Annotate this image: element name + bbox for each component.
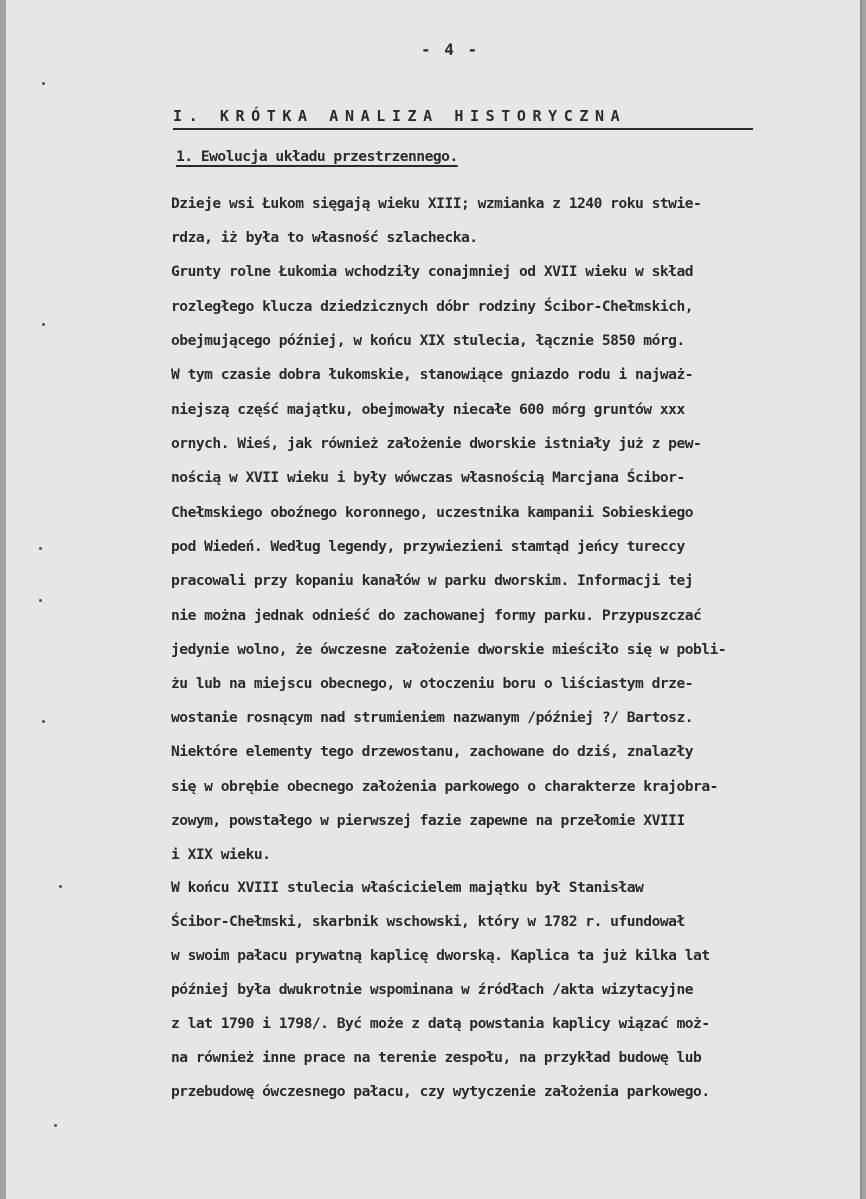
- body-line: niejszą część majątku, obejmowały niecałe 600 mórg gruntów xxx: [171, 401, 685, 418]
- margin-mark: [59, 885, 62, 888]
- body-line: Niektóre elementy tego drzewostanu, zachowane do dziś, znalazły: [171, 743, 694, 760]
- body-line: rdza, iż była to własność szlachecka.: [171, 229, 478, 246]
- body-line: się w obrębie obecnego założenia parkowego o charakterze krajobra-: [171, 778, 718, 795]
- body-line: Ścibor-Chełmski, skarbnik wschowski, który w 1782 r. ufundował: [171, 913, 685, 930]
- body-line: jedynie wolno, że ówczesne założenie dworskie mieściło się w pobli-: [171, 641, 727, 658]
- body-line: zowym, powstałego w pierwszej fazie zapewne na przełomie XVIII: [171, 812, 685, 829]
- body-line: obejmującego później, w końcu XIX stulecia, łącznie 5850 mórg.: [171, 332, 685, 349]
- margin-mark: [42, 82, 45, 85]
- body-line: z lat 1790 i 1798/. Być może z datą powstania kaplicy wiązać moż-: [171, 1015, 710, 1032]
- body-line: ornych. Wieś, jak również założenie dworskie istniały już z pew-: [171, 435, 702, 452]
- body-line: nością w XVII wieku i były wówczas własnością Marcjana Ścibor-: [171, 469, 685, 486]
- body-line: nie można jednak odnieść do zachowanej formy parku. Przypuszczać: [171, 607, 702, 624]
- margin-mark: [42, 323, 45, 326]
- section-heading: I. KRÓTKA ANALIZA HISTORYCZNA: [173, 107, 753, 130]
- margin-mark: [39, 599, 42, 602]
- document-page: [6, 0, 860, 1199]
- margin-mark: [39, 547, 42, 550]
- body-line: pracowali przy kopaniu kanałów w parku dworskim. Informacji tej: [171, 572, 694, 589]
- page-number: - 4 -: [421, 40, 480, 59]
- body-line: W końcu XVIII stulecia właścicielem majątku był Stanisław: [171, 879, 644, 896]
- body-line: później była dwukrotnie wspominana w źródłach /akta wizytacyjne: [171, 981, 694, 998]
- body-line: pod Wiedeń. Według legendy, przywiezieni stamtąd jeńcy tureccy: [171, 538, 685, 555]
- margin-mark: [42, 720, 45, 723]
- body-line: Chełmskiego oboźnego koronnego, uczestnika kampanii Sobieskiego: [171, 504, 694, 521]
- body-line: w swoim pałacu prywatną kaplicę dworską. Kaplica ta już kilka lat: [171, 947, 710, 964]
- body-line: wostanie rosnącym nad strumieniem nazwanym /później ?/ Bartosz.: [171, 709, 694, 726]
- margin-mark: [54, 1124, 57, 1127]
- body-line: żu lub na miejscu obecnego, w otoczeniu boru o liściastym drze-: [171, 675, 694, 692]
- body-line: na również inne prace na terenie zespołu, na przykład budowę lub: [171, 1049, 702, 1066]
- subsection-heading: 1. Ewolucja układu przestrzennego.: [176, 148, 458, 165]
- body-line: rozległego klucza dziedzicznych dóbr rodziny Ścibor-Chełmskich,: [171, 298, 694, 315]
- body-line: przebudowę ówczesnego pałacu, czy wytyczenie założenia parkowego.: [171, 1083, 710, 1100]
- body-line: W tym czasie dobra łukomskie, stanowiące gniazdo rodu i najważ-: [171, 366, 694, 383]
- body-line: Dzieje wsi Łukom sięgają wieku XIII; wzmianka z 1240 roku stwie-: [171, 195, 702, 212]
- body-line: i XIX wieku.: [171, 846, 271, 863]
- body-line: Grunty rolne Łukomia wchodziły conajmniej od XVII wieku w skład: [171, 263, 694, 280]
